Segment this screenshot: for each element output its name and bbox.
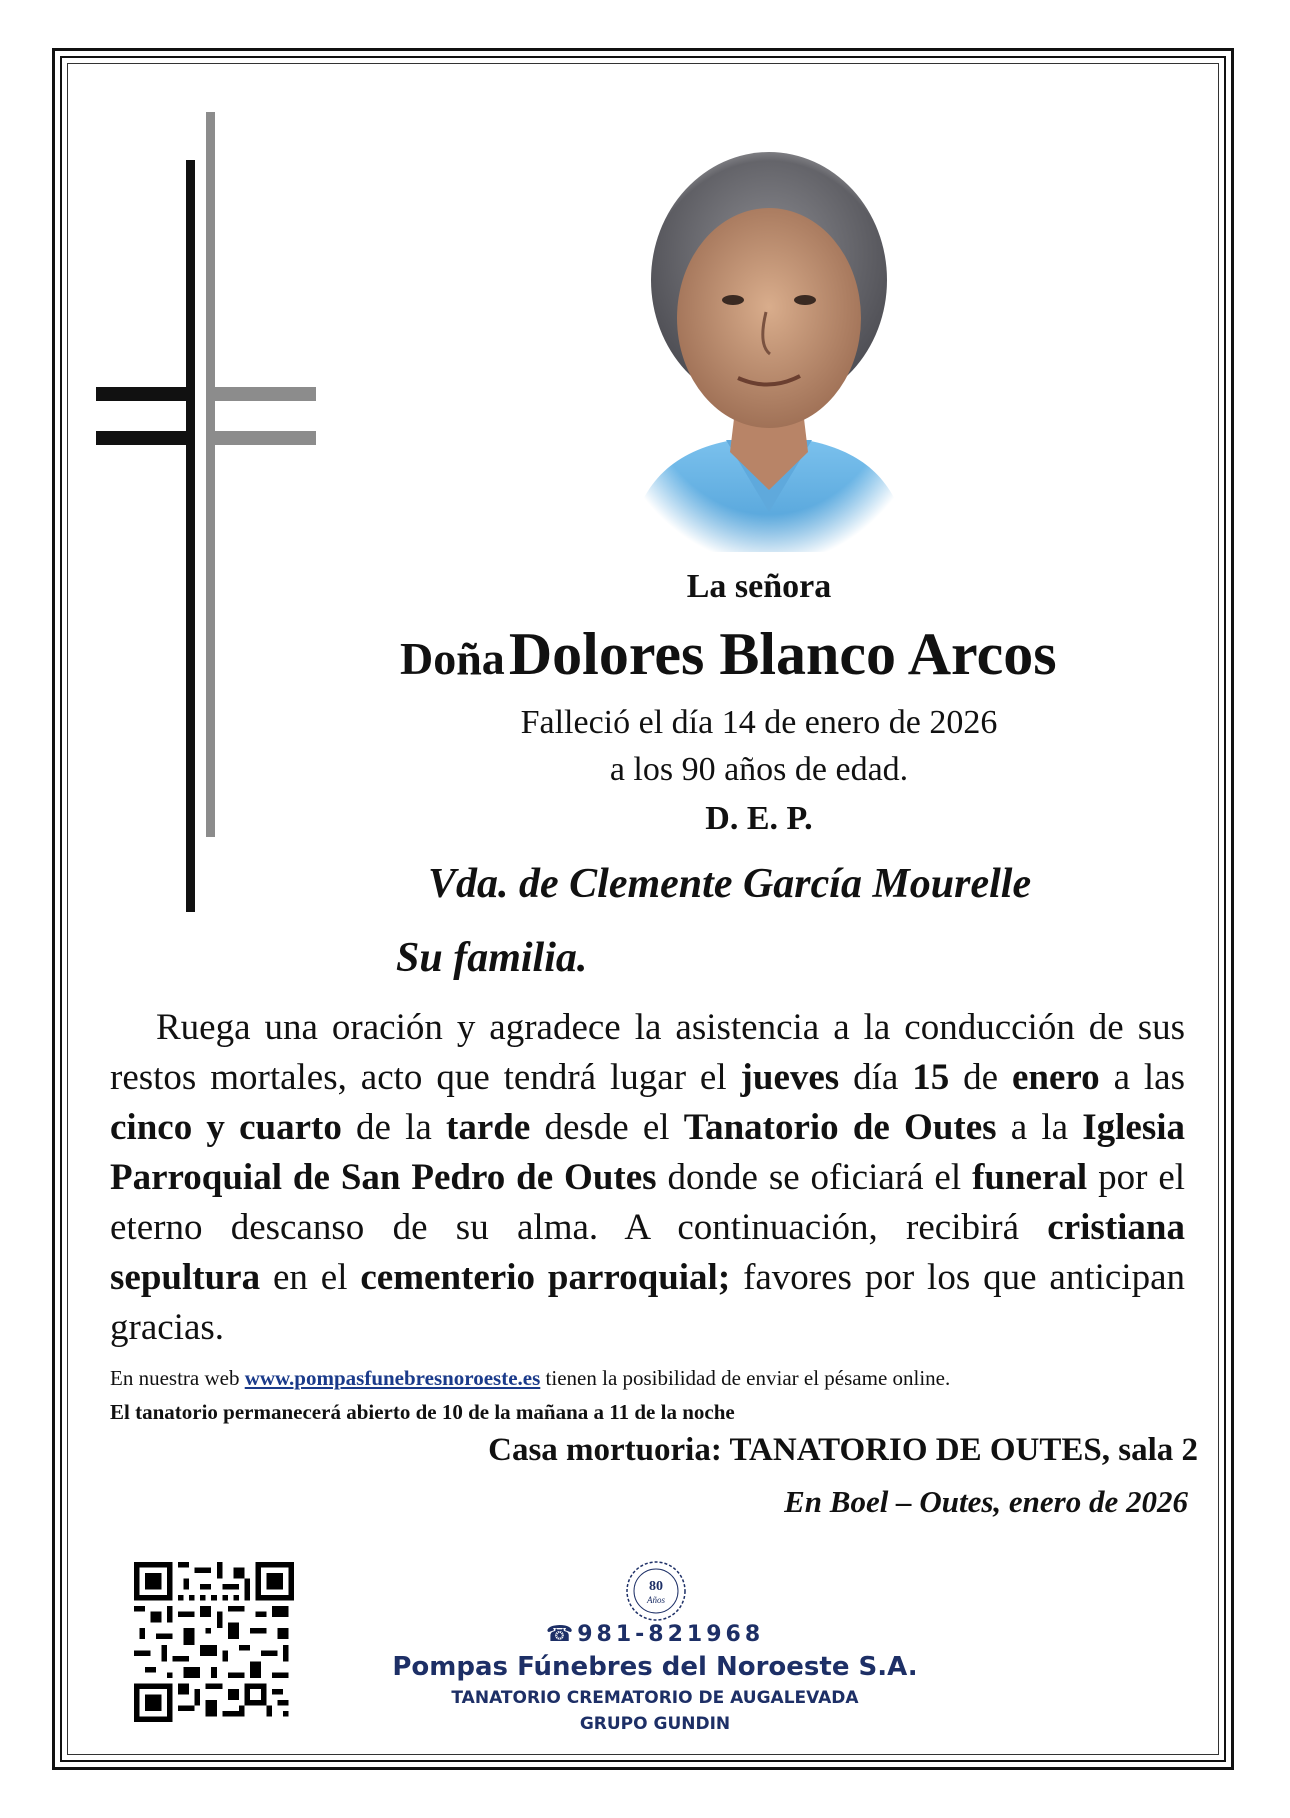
family-line: Su familia. [396, 935, 588, 981]
name-prefix: Doña [400, 633, 505, 684]
age-at-death: a los 90 años de edad. [609, 751, 909, 788]
phone-number: 981-821968 [577, 1622, 765, 1647]
website-link[interactable]: www.pompasfunebresnoroeste.es [244, 1366, 541, 1390]
deceased-name [400, 620, 1057, 689]
company-subtitle-crematorium: TANATORIO CREMATORIO DE AUGALEVADA [451, 1688, 859, 1708]
widow-of: Vda. de Clemente García Mourelle [428, 861, 1032, 907]
opening-hours-note: El tanatorio permanecerá abierto de 10 de la mañana a 11 de la noche [110, 1400, 735, 1424]
anniversary-badge-icon [625, 1560, 687, 1622]
phone-line[interactable] [0, 1622, 1290, 1647]
place-date-line: En Boel – Outes, enero de 2026 [784, 1484, 1188, 1519]
name-text: Dolores Blanco Arcos [508, 621, 1057, 687]
funeral-announcement-paragraph: Ruega una oración y agradece la asistencia a la conducción de sus restos mortales, acto que tendrá lugar el jueves día 15 de enero a las cinco y cuarto de la tarde desde el Tanatorio de Outes a la Iglesia Parroquial de San Pedro de Outes donde se oficiará el funeral por el eterno descanso de su alma. A continuación, recibirá cristiana sepultura en el cementerio parroquial; favores por los que anticipan gracias. [110, 1007, 1186, 1348]
badge-word: Años [647, 1595, 665, 1605]
title-honorific: La señora [686, 568, 832, 605]
death-date: Falleció el día 14 de enero de 2026 [520, 704, 998, 741]
funeral-home-line: Casa mortuoria: TANATORIO DE OUTES, sala 2 [488, 1432, 1198, 1468]
rip-text: D. E. P. [705, 800, 813, 837]
company-name: Pompas Fúnebres del Noroeste S.A. [392, 1652, 918, 1682]
cross-icon [96, 112, 316, 912]
company-subtitle-group: GRUPO GUNDIN [579, 1714, 731, 1734]
badge-number: 80 [649, 1579, 663, 1594]
portrait-photo [608, 140, 930, 552]
online-condolences-note: En nuestra web www.pompasfunebresnoroeste.es tienen la posibilidad de enviar el pésame online. [110, 1366, 951, 1390]
telephone-icon: ☎ [545, 1622, 578, 1647]
